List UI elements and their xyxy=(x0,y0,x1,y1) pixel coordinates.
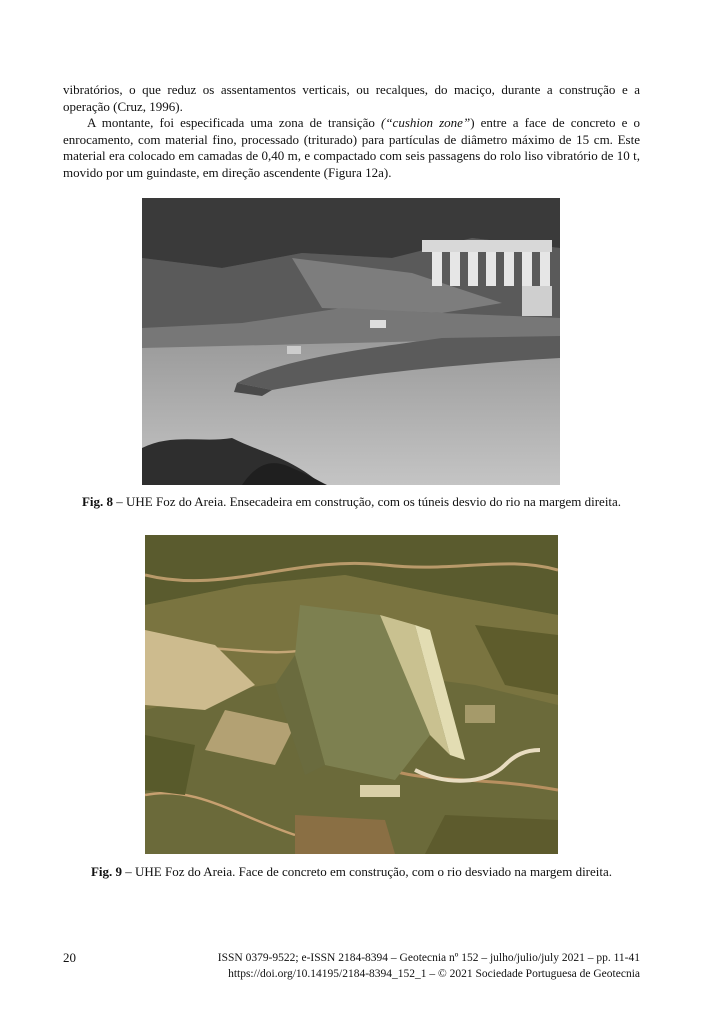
figure-9-caption xyxy=(63,864,640,881)
page-number: 20 xyxy=(63,950,76,965)
paragraph-2-start: A montante, foi especificada uma zona de transição xyxy=(87,115,381,131)
footer-citation xyxy=(218,950,640,982)
paragraph-2 xyxy=(63,115,640,181)
paragraph-1: vibratórios, o que reduz os assentamentos verticais, ou recalques, do maciço, durante a construção e a operação (Cruz, 1996). xyxy=(63,82,640,114)
paragraph-2-italic: (“cushion zone” xyxy=(381,115,471,131)
figure-9-photo xyxy=(145,535,558,854)
figure-9-label: Fig. 9 xyxy=(90,864,123,879)
body-text xyxy=(63,82,640,182)
paragraph-2-end: ) entre a face de concreto e o enrocamento, com material fino, processado (triturado) para partículas de diâmetro máximo de 15 cm. Este material era colocado em camadas de 0,40 m, e compactado com seis passagens do rolo liso vibratório de 10 t, movido por um guindaste, em direção ascendente (Figura 12a). xyxy=(63,115,640,180)
figure-9-caption-text: – UHE Foz do Areia. Face de concreto em construção, com o rio desviado na margem direita. xyxy=(122,864,613,879)
figure-8-label: Fig. 8 xyxy=(81,494,113,509)
dam-face-photo-image xyxy=(145,535,558,854)
footer-issn-line: ISSN 0379-9522; e-ISSN 2184-8394 – Geotecnia nº 152 – julho/julio/july 2021 – pp. 11-41 xyxy=(217,952,640,964)
figure-8-caption xyxy=(63,494,640,511)
figure-8-caption-text: – UHE Foz do Areia. Ensecadeira em construção, com os túneis desvio do rio na margem direita. xyxy=(113,494,622,509)
figure-8-photo xyxy=(142,198,560,485)
cofferdam-photo-image xyxy=(142,198,560,485)
footer-doi-line: https://doi.org/10.14195/2184-8394_152_1 – © 2021 Sociedade Portuguesa de Geotecnia xyxy=(228,968,640,980)
